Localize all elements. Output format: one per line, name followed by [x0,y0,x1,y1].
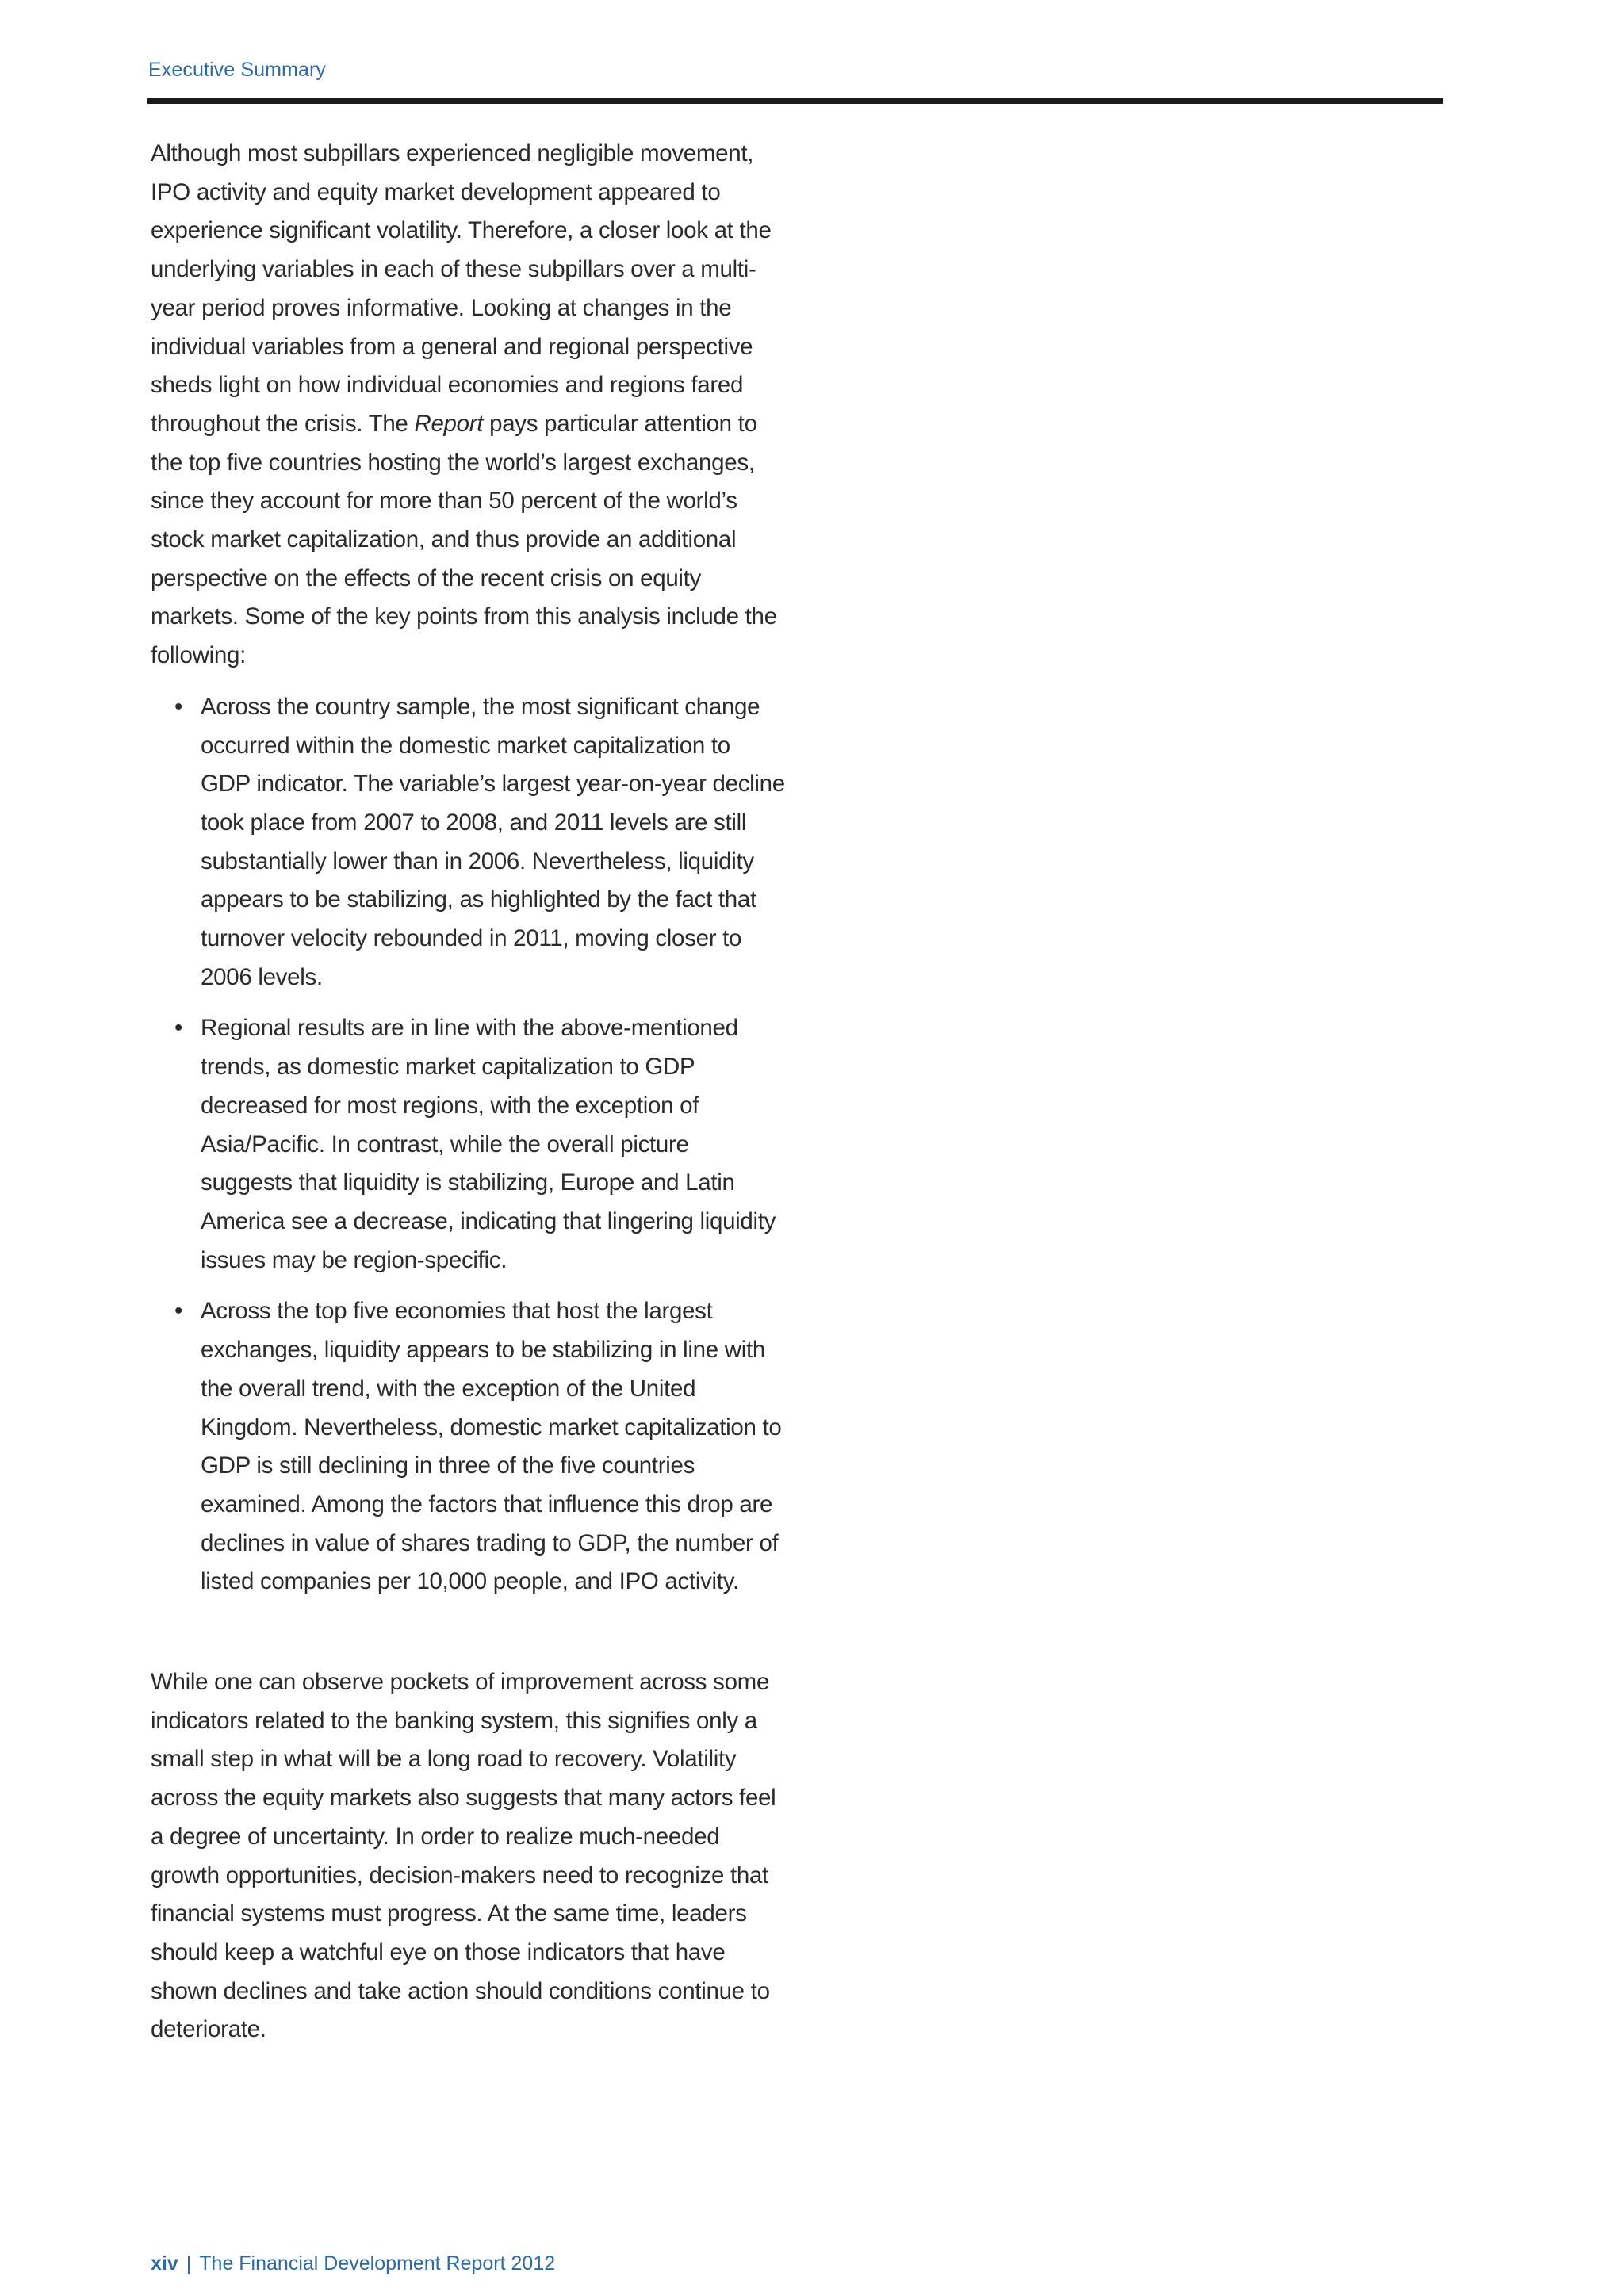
page-number: xiv [151,2252,178,2275]
list-item-text: Regional results are in line with the above-mentioned trends, as domestic market capitalization to GDP decreased for most regions, with the exception of Asia/Pacific. In contrast, while the overall picture suggests that liquidity is stabilizing, Europe and Latin America see a decrease, indicating that lingering liquidity issues may be region-specific. [201,1015,776,1273]
list-item [151,688,785,997]
header-rule [147,98,1443,104]
main-text-column [151,135,785,2049]
bullet-icon: • [174,1015,183,1042]
publication-title: The Financial Development Report 2012 [199,2252,556,2275]
footer-separator: | [186,2252,192,2275]
intro-text-end: pays particular attention to the top five countries hosting the world’s largest exchanges, since they account for more than 50 percent of the world’s stock market capitalization, and thus provide an additional perspective on the effects of the recent crisis on equity markets. Some of the key points from this analysis include the following: [151,410,777,669]
report-emphasis: Report [414,410,484,437]
list-item-text: Across the country sample, the most significant change occurred within the domestic market capitalization to GDP indicator. The variable’s largest year-on-year decline took place from 2007 to 2008, and 2011 levels are still substantially lower than in 2006. Nevertheless, liquidity appears to be stabilizing, as highlighted by the fact that turnover velocity rebounded in 2011, moving closer to 2006 levels. [201,693,785,990]
key-points-list [151,688,785,1601]
bullet-icon: • [174,693,183,720]
intro-text-start: Although most subpillars experienced negligible movement, IPO activity and equity market development appeared to experience significant volatility. Therefore, a closer look at the underlying variables in each of these subpillars over a multi-year period proves informative. Looking at changes in the individual variables from a general and regional perspective sheds light on how individual economies and regions fared throughout the crisis. The [151,140,772,437]
list-item [151,1292,785,1601]
bullet-icon: • [174,1298,183,1325]
closing-paragraph: While one can observe pockets of improvement across some indicators related to the banking system, this signifies only a small step in what will be a long road to recovery. Volatility across the equity markets also suggests that many actors feel a degree of uncertainty. In order to realize much-needed growth opportunities, decision-makers need to recognize that financial systems must progress. At the same time, leaders should keep a watchful eye on those indicators that have shown declines and take action should conditions continue to deteriorate. [151,1669,776,2043]
list-item [151,1009,785,1280]
running-head: Executive Summary [148,59,326,81]
intro-paragraph [151,135,785,675]
list-item-text: Across the top five economies that host the largest exchanges, liquidity appears to be stabilizing in line with the overall trend, with the exception of the United Kingdom. Nevertheless, domestic market capitalization to GDP is still declining in three of the five countries examined. Among the factors that influence this drop are declines in value of shares trading to GDP, the number of listed companies per 10,000 people, and IPO activity. [201,1298,782,1595]
page-footer [151,2252,555,2275]
